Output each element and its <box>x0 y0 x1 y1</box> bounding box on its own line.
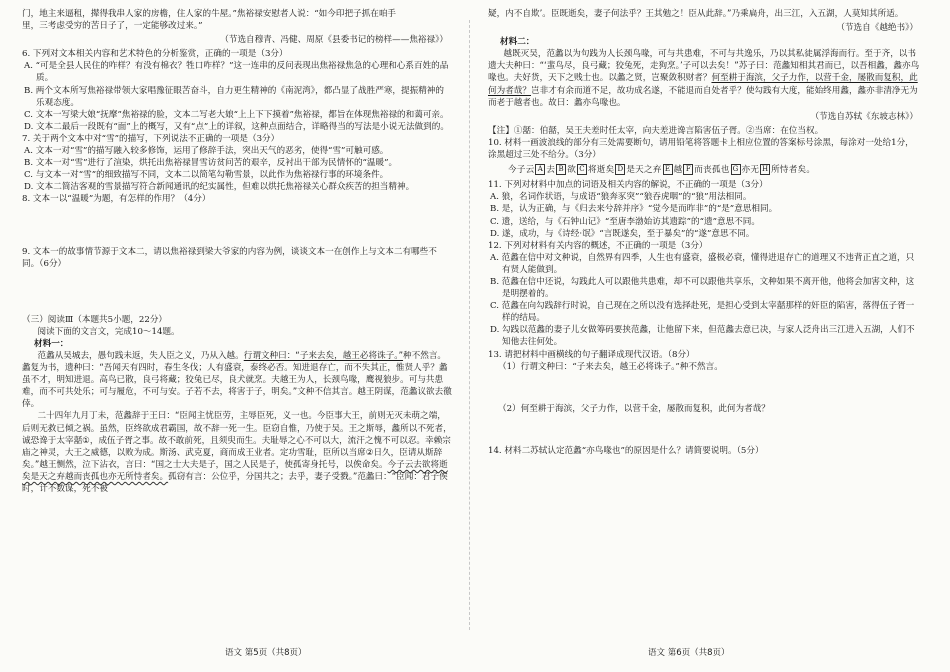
m1-wavy-sentence: 今子云去欲将逝矣是天之弃越而丧孤也亦无所恃者矣。 <box>22 459 448 482</box>
section-3-instructions: 阅读下面的文言文，完成10～14题。 <box>37 326 180 337</box>
page-footer-right: 语文 第6页（共8页） <box>648 648 730 658</box>
question-7-option-a: A. 文本一对“雪”的描写融入较多修饰，运用了修辞手法，突出天气的恶劣，使得“雪”可触可感。 <box>24 146 389 157</box>
question-9: 9. 文本一的故事情节源于文本二，请以焦裕禄到梁大爷家的内容为例，谈谈文本一在创作上与文本二有哪些不同。（6分） <box>22 246 437 269</box>
m1-p2-text-a: 二十四年九月丁未，范蠡辞于王曰：“臣闻主忧臣劳，主辱臣死，义一也。今臣事大王，前则无灭未萌之端，后则无救已倾之祸。虽然，臣终欲成君霸国，故不辞一死一生。臣窃自惟，乃使于吴。王之斯辱，蠡所以不死者，诚恐谗于太宰嚭①，成伍子胥之事。故不敢前死，且须臾而生。夫耻辱之心不可以大，流汗之愧不可以忍。幸赖宗庙之神灵，大王之威德，以败为成。斯汤、武克夏，商而成王业者。定功雪耻，臣所以当席②日久，臣请从斯辞矣。”越王恻然，泣下沾衣，言曰：“国之士大夫是子，国之人民是子，使孤寄身托号，以俟命矣。 <box>22 411 452 470</box>
question-13-part-2: （2）何至耕于海滨，父子力作，以营千金，屡散而复积，此何为者哉？ <box>498 403 770 414</box>
q10-seg-5: 逝矣 <box>596 165 615 176</box>
q10-box-e[interactable]: E <box>663 164 673 175</box>
question-11-option-b: B. 是，认为正确，与《归去来兮辞并序》“觉今是而昨非”的“是”意思相同。 <box>490 204 778 215</box>
q10-seg-8: 而丧孤也 <box>694 165 730 176</box>
m1-p1-text-a: 范蠡从吴城去，愚句践未返，失人臣之义，乃从入越。 <box>37 350 244 361</box>
question-12-option-b: B. 范蠡在信中还说，勾践此人可以跟他共患难，却不可以跟他共享乐，文种如果不离开他，他将会加害文种，这是明摆着的。 <box>490 276 915 300</box>
question-11-option-c: C. 遗，送给，与《石钟山记》“至唐李渤始访其遗踪”的“遗”意思不同。 <box>490 216 760 227</box>
q10-seg-4: 将 <box>587 165 597 176</box>
q10-seg-6: 是天之弃 <box>626 165 662 176</box>
question-12 <box>488 240 922 349</box>
material-1-paragraph-1 <box>22 350 452 410</box>
question-8: 8. 文本一以“温暖”为题，有怎样的作用？（4分） <box>22 194 211 205</box>
q10-box-b[interactable]: B <box>556 164 566 175</box>
question-13-part-1: （1）行谓文种曰：“子来去矣，越王必将诛子。”种不然言。 <box>498 361 723 372</box>
material-1-continued: 疑，内不自欺’。臣既逝矣，妻子何法乎？王其勉之！臣从此辞。”乃乘扁舟，出三江，入五湖，人莫知其所适。 <box>488 9 904 19</box>
annotation-notes: 【注】①嚭：伯嚭，吴王夫差时任太宰，向夫差进谗言陷害伍子胥。②当席：在位当权。 <box>488 125 824 136</box>
material-1-label: 材料一： <box>34 338 69 349</box>
answer-space-9 <box>22 270 452 310</box>
question-12-option-c: C. 范蠡在向勾践辞行时说，自己现在之所以没有选择赴死，是担心受到太宰嚭那样的奸臣的陷害，落得伍子胥一样的结局。 <box>490 301 915 324</box>
source-citation: （节选自穆青、冯健、周原《县委书记的榜样——焦裕禄》） <box>220 35 448 46</box>
m1-p2-text-b: 孤窃有言：公位乎，分国共之；去乎，妻子受戮。”范蠡曰：“臣闻：君子俟时，计不数谋，死不被 <box>22 471 448 494</box>
answer-space-13-1 <box>488 373 922 403</box>
source-yuejueshu: （节选自《越绝书》） <box>836 23 918 34</box>
page-footer-left: 语文 第5页（共8页） <box>225 648 307 658</box>
answer-space-13-2 <box>488 415 922 445</box>
question-12-option-d: D. 勾践以范蠡的妻子儿女做筹码要挟范蠡，让他留下来，但范蠡去意已决，与家人泛舟出三江进入五湖，人们不知他去往何处。 <box>490 325 915 348</box>
question-7-option-b: B. 文本一对“雪”进行了渲染，烘托出焦裕禄冒雪访贫问苦的艰辛，反衬出干部为民情怀的“温暖”。 <box>24 158 398 169</box>
question-11 <box>488 179 922 239</box>
left-page <box>22 8 452 495</box>
question-14: 14. 材料二苏轼认定范蠡“亦鸟喙也”的原因是什么？请简要说明。（5分） <box>488 445 764 456</box>
m2-text-a: 越既灭吴，范蠡以为句践为人长颈鸟喙，可与共患难，不可与共逸乐，乃以其私徒属浮海而行。至于齐，以书遗大夫种曰：“‘蜚鸟尽，良弓藏；狡兔死，走狗烹。’子可以去矣！”苏子曰：范蠡知相其君而已，以吾相蠡，蠡亦鸟喙也。夫好货，天下之贱士也。以蠡之贤，岂聚敛积财者？ <box>488 49 920 84</box>
m2-text-b: 岂非才有余而道不足，故功成名遂，不能退而自处者乎？使勾践有大度，能始终用蠡，蠡亦非清净无为而老于越者也。故曰：蠡亦鸟喙也。 <box>488 85 918 108</box>
question-12-option-a: A. 范蠡在信中对文种说，自然界有四季，人生也有盛衰，盛极必衰，懂得进退存亡的道理又不违背正直之道，只有贤人能做到。 <box>490 252 915 275</box>
question-6-option-a: A. “可是全县人民住的咋样？有没有棉衣？牲口咋样？”这一连串的反问表现出焦裕禄焦急的心理和心系百姓的品质。 <box>24 61 449 84</box>
question-11-option-d: D. 遂，成功，与《诗经·氓》“言既遂矣，至于暴矣”的“遂”意思不同。 <box>490 228 755 239</box>
page-divider <box>469 20 470 630</box>
question-6-stem: 6. 下列对文本相关内容和艺术特色的分析鉴赏，正确的一项是（3分） <box>22 49 288 60</box>
continued-text-line-2: 里，三考虑受穷的苦日子了，一定能够改过来。” <box>22 21 203 32</box>
q10-seg-3: 欲 <box>567 165 576 176</box>
q10-box-h[interactable]: H <box>761 165 769 174</box>
question-7-option-c: C. 与文本一对“雪”的细致描写不同，文本二以简笔勾勒雪景，以此作为焦裕禄行事的环境条件。 <box>24 170 389 181</box>
question-11-option-a: A. 狼，名词作状语，与成语“狼奔豕突”“狼吞虎咽”的“狼”用法相同。 <box>490 192 752 203</box>
q10-seg-10: 所恃者矣。 <box>771 165 816 176</box>
source-dongpo: （节选自苏轼《东坡志林》） <box>810 111 918 122</box>
question-6-option-c: C. 文本一写梁大娘“抚摩”焦裕禄的脸，文本二写老大娘“上上下下摸着”焦裕禄，都旨在体现焦裕禄的和蔼可亲。 <box>24 109 449 120</box>
material-1-paragraph-2 <box>22 410 452 495</box>
question-10-stem: 10. 材料一画波浪线的部分有三处需要断句，请用铅笔将答题卡上相应位置的答案标号涂黑，每涂对一处给1分，涂黑超过三处不给分。（3分） <box>488 137 914 161</box>
q10-box-g[interactable]: G <box>731 164 741 175</box>
question-7-option-d: D. 文本二简洁客观的雪景描写符合新闻通讯的纪实属性，但难以烘托焦裕禄关心群众疾苦的担当精神。 <box>24 182 415 193</box>
m1-underlined-sentence: 行谓文种曰：“子来去矣，越王必将诛子。” <box>243 350 404 361</box>
material-2-paragraph <box>488 48 922 108</box>
question-13-stem: 13. 请把材料中画横线的句子翻译成现代汉语。（8分） <box>488 349 695 360</box>
question-7 <box>22 133 452 193</box>
q10-seg-7: 越 <box>673 165 683 176</box>
continued-text-line-1: 门，地主来逼租，撵得我串人家的房檐，住人家的牛屋。”焦裕禄安慰者人说：“如今印把子抓在咱手 <box>22 9 397 19</box>
question-7-stem: 7. 关于两个文本中对“雪”的描写，下列说法不正确的一项是（3分） <box>22 133 280 144</box>
question-12-stem: 12. 下列对材料有关内容的概述，不正确的一项是（3分） <box>488 240 708 251</box>
q10-box-d[interactable]: D <box>615 164 625 175</box>
question-6-option-b: B. 两个文本所写焦裕禄带领大家唱豫征眼苦奋斗，自力更生精神的《南泥湾》，都凸显了战胜严寒，提振精神的乐观态度。 <box>24 85 444 108</box>
q10-box-f[interactable]: F <box>683 164 693 175</box>
q10-box-c[interactable]: C <box>577 164 587 175</box>
question-10-punctuation-line <box>508 164 922 176</box>
m2-underlined-sentence: 何至耕于海滨，父子力作，以营千金，屡散而复积，此何为者哉？ <box>488 73 918 96</box>
m1-p1-text-b: 种不然言。蠡复为书，遗种曰：“吾闻天有四时，春生冬伐；人有盛衰，泰终必否。知进退存亡，而不失其正，惟贤人乎？蠡虽不才，明知进退。高鸟已散，良弓将藏；狡兔已尽，良犬就烹。夫越王为人，长颈鸟喙，鹰视狼步。可与共患难，而不可共处乐；可与履危，不可与安。子若不去，将害于子，明矣。”文种不信其言。越王阴谋，范蠡议欲去徼倖。 <box>22 350 452 410</box>
q10-seg-9: 亦无 <box>741 165 760 176</box>
q10-seg-2: 去 <box>546 165 556 176</box>
q10-box-a[interactable]: A <box>535 164 545 175</box>
question-11-stem: 11. 下列对材料中加点的词语及相关内容的解说，不正确的一项是（3分） <box>488 180 768 191</box>
q10-seg-1: 今子云 <box>508 165 535 176</box>
section-3-title: （三）阅读Ⅲ（本题共5小题，22分） <box>22 314 168 325</box>
question-6-option-d: D. 文本二最后一段既有“面”上的概写，又有“点”上的详叙，这种点面结合，详略得当的写法是小说无法做到的。 <box>24 121 449 132</box>
material-2-label: 材料二： <box>500 37 535 48</box>
answer-space-8 <box>22 206 452 246</box>
question-6 <box>22 48 452 133</box>
right-page <box>488 8 922 457</box>
